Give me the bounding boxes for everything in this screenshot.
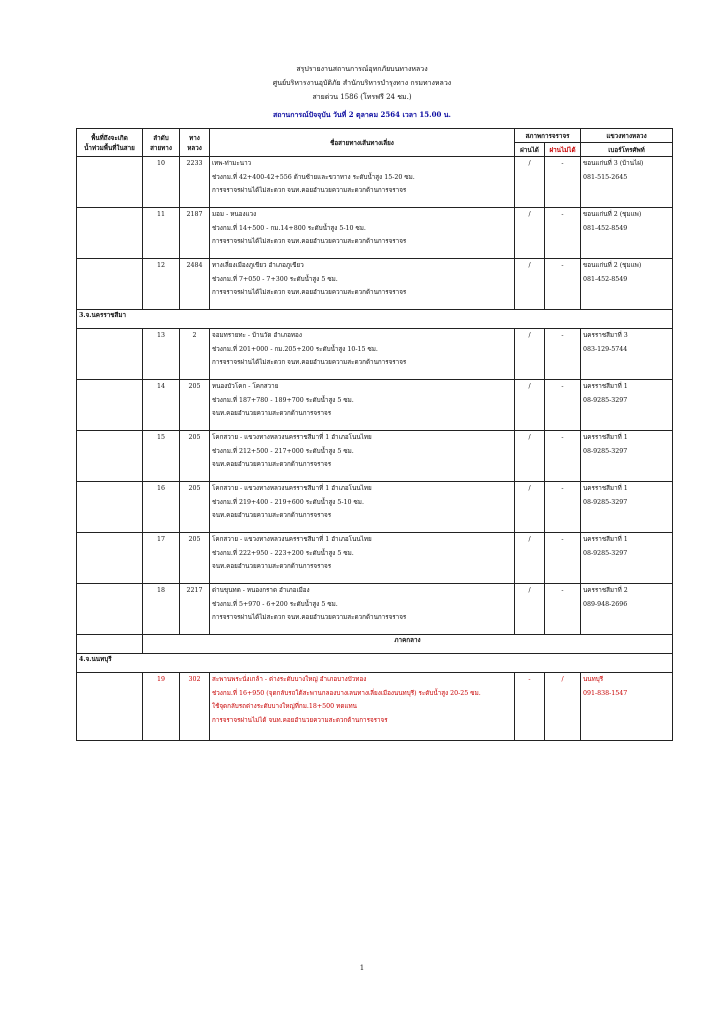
area-cell [77, 329, 143, 380]
description-line: การจราจรผ่านได้ไม่สะดวก จนท.คอยอำนวยความสะดวกด้านการจราจร [212, 359, 407, 366]
route-cell: 2 [180, 329, 210, 380]
col-header-route: ทาง หลวง [180, 129, 210, 157]
passable-cell: - [515, 673, 545, 741]
phone-number: 08-9285-3297 [583, 447, 628, 455]
area-cell [77, 380, 143, 431]
description-cell [210, 259, 515, 310]
passable-cell: / [515, 533, 545, 584]
seq-cell: 10 [143, 157, 180, 208]
description-line: หนองบัวโคก - โคกสวาย [212, 383, 279, 390]
description-line: ทางเลี่ยงเมืองภูเขียว อำเภอภูเขียว [212, 262, 304, 269]
seq-cell: 15 [143, 431, 180, 482]
description-line: จนท.คอยอำนวยความสะดวกด้านการจราจร [212, 461, 332, 468]
table-row [77, 380, 673, 431]
passable-cell: / [515, 584, 545, 635]
phone-number: 08-9285-3297 [583, 396, 628, 404]
impassable-cell: - [545, 259, 581, 310]
description-line: เทพ-ท่ามะนาว [212, 160, 252, 167]
col-header-impassable: ผ่านไม่ได้ [545, 143, 581, 157]
description-cell [210, 157, 515, 208]
seq-cell: 14 [143, 380, 180, 431]
description-line: การจราจรผ่านได้ไม่สะดวก จนท.คอยอำนวยความสะดวกด้านการจราจร [212, 289, 407, 296]
page-number: 1 [359, 964, 365, 972]
route-cell: 2187 [180, 208, 210, 259]
province-row [77, 310, 673, 329]
phone-number: 091-838-1547 [583, 689, 628, 697]
impassable-cell: / [545, 673, 581, 741]
seq-cell: 17 [143, 533, 180, 584]
passable-cell: / [515, 431, 545, 482]
impassable-cell: - [545, 380, 581, 431]
table-row [77, 673, 673, 741]
report-timestamp: สถานการณ์ปัจจุบัน วันที่ 2 ตุลาคม 2564 เวลา 15.00 น. [272, 110, 451, 119]
description-cell [210, 584, 515, 635]
impassable-cell: - [545, 431, 581, 482]
col-header-name: ชื่อสายทางเส้นทางเลี่ยง [210, 129, 515, 157]
passable-cell: / [515, 482, 545, 533]
description-line: จนท.คอยอำนวยความสะดวกด้านการจราจร [212, 512, 332, 519]
contact-cell [581, 673, 673, 741]
report-agency: ศูนย์บริหารงานอุบัติภัย สำนักบริหารบำรุงทาง กรมทางหลวง [272, 79, 452, 87]
impassable-cell: - [545, 208, 581, 259]
table-row [77, 533, 673, 584]
description-cell [210, 431, 515, 482]
description-line: ใช้จุดกลับรถต่างระดับบางใหญ่ที่กม.18+500 ทดแทน [212, 703, 357, 710]
description-cell [210, 380, 515, 431]
region-row [77, 635, 673, 654]
contact-cell [581, 482, 673, 533]
route-cell: 205 [180, 533, 210, 584]
description-line: การจราจรผ่านได้ไม่สะดวก จนท.คอยอำนวยความสะดวกด้านการจราจร [212, 187, 407, 194]
highway-office: นนทบุรี [583, 676, 604, 683]
passable-cell: / [515, 329, 545, 380]
description-cell [210, 208, 515, 259]
route-cell: 2484 [180, 259, 210, 310]
phone-number: 081-515-2645 [583, 173, 628, 181]
seq-cell: 16 [143, 482, 180, 533]
impassable-cell: - [545, 482, 581, 533]
region-label: ภาคกลาง [143, 635, 673, 654]
phone-number: 081-452-8549 [583, 224, 628, 232]
description-line: การจราจรผ่านได้ไม่สะดวก จนท.คอยอำนวยความสะดวกด้านการจราจร [212, 614, 407, 621]
description-line: ช่วงกม.ที่ 212+500 - 217+000 ระดับน้ำสูง 5 ซม. [212, 447, 354, 455]
report-hotline: สายด่วน 1586 (โทรฟรี 24 ชม.) [312, 93, 412, 101]
seq-cell: 13 [143, 329, 180, 380]
contact-cell [581, 208, 673, 259]
table-row [77, 482, 673, 533]
province-label: 3.จ.นครราชสีมา [77, 310, 673, 329]
contact-cell [581, 533, 673, 584]
highway-office: นครราชสีมาที่ 1 [583, 434, 628, 441]
flood-report-table [76, 128, 673, 741]
passable-cell: / [515, 380, 545, 431]
description-line: โคกสวาย - แขวงทางหลวงนครราชสีมาที่ 1 อำเภอโนนไทย [212, 434, 372, 441]
contact-cell [581, 157, 673, 208]
table-row [77, 208, 673, 259]
highway-office: ขอนแก่นที่ 2 (ชุมแพ) [583, 262, 642, 269]
report-title: สรุปรายงานสถานการณ์อุทกภัยบนทางหลวง [296, 65, 428, 73]
province-label: 4.จ.นนทบุรี [77, 654, 673, 673]
description-line: โคกสวาย - แขวงทางหลวงนครราชสีมาที่ 1 อำเภอโนนไทย [212, 536, 372, 543]
col-header-status: สภาพการจราจร [515, 129, 581, 143]
impassable-cell: - [545, 329, 581, 380]
col-header-phone: เบอร์โทรศัพท์ [581, 143, 673, 157]
table-row [77, 431, 673, 482]
highway-office: นครราชสีมาที่ 1 [583, 485, 628, 492]
phone-number: 08-9285-3297 [583, 549, 628, 557]
passable-cell: / [515, 157, 545, 208]
impassable-cell: - [545, 584, 581, 635]
route-cell: 205 [180, 380, 210, 431]
highway-office: นครราชสีมาที่ 1 [583, 383, 628, 390]
description-line: จนท.คอยอำนวยความสะดวกด้านการจราจร [212, 410, 332, 417]
description-line: ช่วงกม.ที่ 16+950 (จุดกลับรถใต้สะพานกลองบางเลนทางเลี่ยงเมืองนนทบุรี) ระดับน้ำสูง 20-25 ซม. [212, 689, 481, 697]
description-line: ช่วงกม.ที่ 7+050 - 7+300 ระดับน้ำสูง 5 ซม. [212, 275, 338, 283]
description-line: ช่วงกม.ที่ 42+400-42+556 ด้านซ้ายและขวาทาง ระดับน้ำสูง 15-20 ซม. [212, 173, 415, 181]
col-header-office: แขวงทางหลวง [581, 129, 673, 143]
highway-office: นครราชสีมาที่ 1 [583, 536, 628, 543]
route-cell: 302 [180, 673, 210, 741]
description-cell [210, 673, 515, 741]
phone-number: 089-948-2696 [583, 600, 628, 608]
col-header-area: พื้นที่ถึงจะเกิด น้ำท่วมพื้นที่ในสาย [77, 129, 143, 157]
contact-cell [581, 431, 673, 482]
description-line: สะพานพระนั่งเกล้า - ต่างระดับบางใหญ่ อำเภอบางบัวทอง [212, 676, 367, 683]
col-header-passable: ผ่านได้ [515, 143, 545, 157]
impassable-cell: - [545, 157, 581, 208]
description-line: มอม - หนองแวง [212, 211, 257, 218]
description-line: ช่วงกม.ที่ 5+970 - 6+200 ระดับน้ำสูง 5 ซม. [212, 600, 338, 608]
phone-number: 08-9285-3297 [583, 498, 628, 506]
description-line: ช่วงกม.ที่ 219+400 - 219+600 ระดับน้ำสูง 5-10 ซม. [212, 498, 364, 506]
contact-cell [581, 329, 673, 380]
route-cell: 2217 [180, 584, 210, 635]
area-cell [77, 431, 143, 482]
description-line: ช่วงกม.ที่ 187+780 - 189+700 ระดับน้ำสูง 5 ซม. [212, 396, 354, 404]
description-line: จอมทรายทะ - บ้านวัด อำเภอทอง [212, 332, 302, 339]
description-cell [210, 533, 515, 584]
area-cell [77, 673, 143, 741]
contact-cell [581, 380, 673, 431]
seq-cell: 19 [143, 673, 180, 741]
passable-cell: / [515, 259, 545, 310]
contact-cell [581, 259, 673, 310]
table-row [77, 259, 673, 310]
description-line: การจราจรผ่านได้ไม่สะดวก จนท.คอยอำนวยความสะดวกด้านการจราจร [212, 238, 407, 245]
area-cell [77, 482, 143, 533]
phone-number: 083-129-5744 [583, 345, 628, 353]
route-cell: 205 [180, 482, 210, 533]
highway-office: นครราชสีมาที่ 3 [583, 332, 628, 339]
area-cell [77, 157, 143, 208]
description-line: ด่านขุนทด - หนองกราด อำเภอเมือง [212, 587, 310, 594]
route-cell: 2233 [180, 157, 210, 208]
passable-cell: / [515, 208, 545, 259]
col-header-seq: ลำดับ สายทาง [143, 129, 180, 157]
description-line: ช่วงกม.ที่ 201+000 - กม.205+200 ระดับน้ำสูง 10-15 ซม. [212, 345, 378, 353]
description-line: ช่วงกม.ที่ 222+950 - 223+200 ระดับน้ำสูง 5 ซม. [212, 549, 354, 557]
description-line: การจราจรผ่านไม่ได้ จนท.คอยอำนวยความสะดวกด้านการจราจร [212, 716, 388, 724]
area-cell [77, 584, 143, 635]
table-row [77, 157, 673, 208]
impassable-cell: - [545, 533, 581, 584]
seq-cell: 11 [143, 208, 180, 259]
seq-cell: 12 [143, 259, 180, 310]
area-cell [77, 533, 143, 584]
highway-office: ขอนแก่นที่ 2 (ชุมแพ) [583, 211, 642, 218]
description-line: โคกสวาย - แขวงทางหลวงนครราชสีมาที่ 1 อำเภอโนนไทย [212, 485, 372, 492]
phone-number: 081-452-8549 [583, 275, 628, 283]
province-row [77, 654, 673, 673]
table-row [77, 329, 673, 380]
contact-cell [581, 584, 673, 635]
area-cell [77, 208, 143, 259]
description-line: จนท.คอยอำนวยความสะดวกด้านการจราจร [212, 563, 332, 570]
area-cell [77, 259, 143, 310]
table-row [77, 584, 673, 635]
highway-office: ขอนแก่นที่ 3 (บ้านไผ่) [583, 160, 644, 167]
description-line: ช่วงกม.ที่ 14+500 - กม.14+800 ระดับน้ำสูง 5-10 ซม. [212, 224, 366, 232]
route-cell: 205 [180, 431, 210, 482]
description-cell [210, 482, 515, 533]
seq-cell: 18 [143, 584, 180, 635]
description-cell [210, 329, 515, 380]
highway-office: นครราชสีมาที่ 2 [583, 587, 628, 594]
